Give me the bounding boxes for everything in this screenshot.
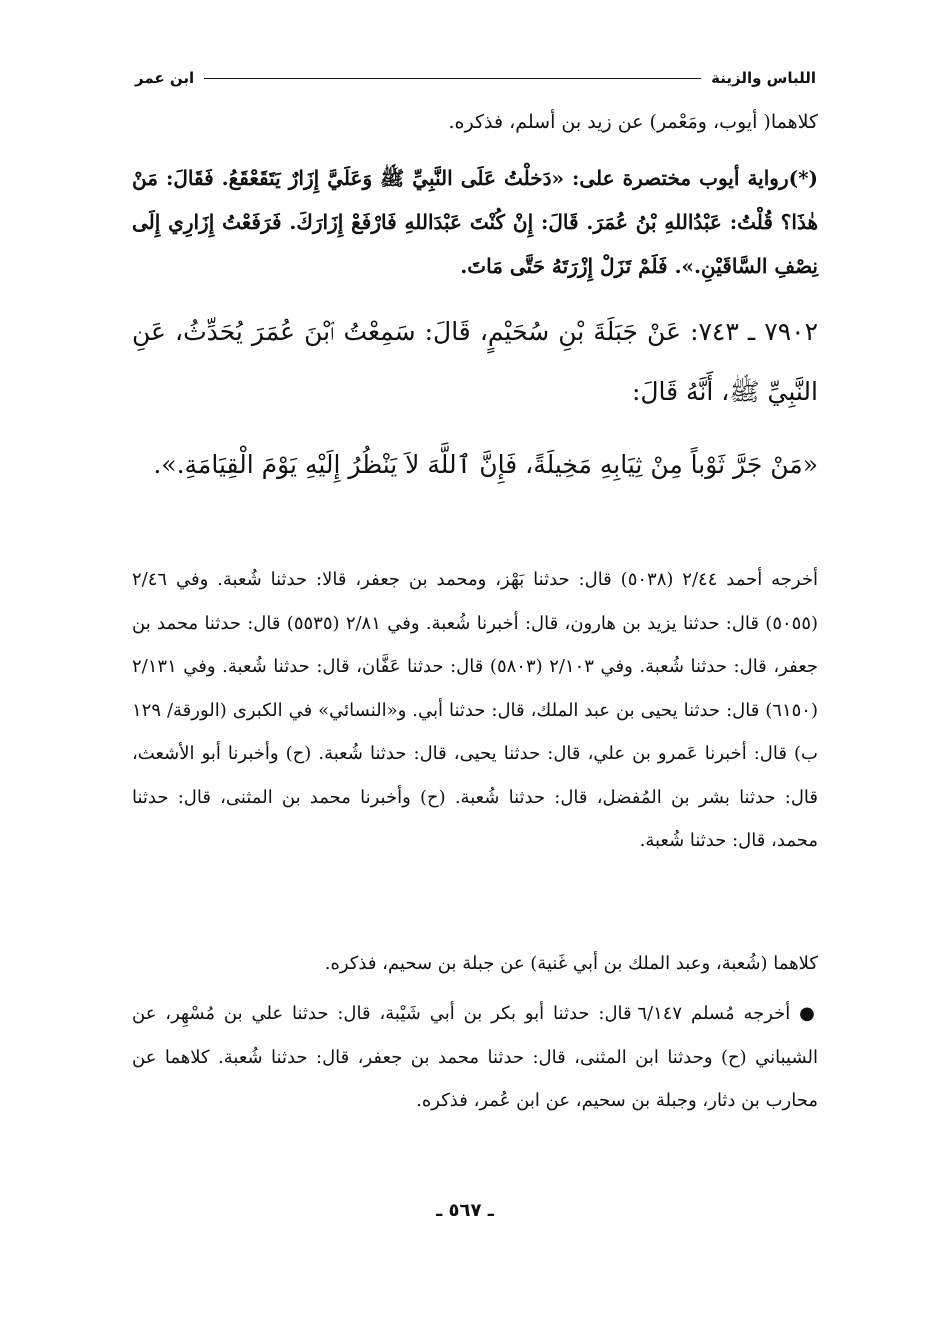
hadith-intro-block	[132, 302, 818, 422]
chapter-title: اللباس والزينة	[711, 69, 816, 87]
hadith-intro: ٧٩٠٢ ـ ٧٤٣: عَنْ جَبَلَةَ بْنِ سُحَيْمٍ، قَالَ: سَمِعْتُ ٱبْنَ عُمَرَ يُحَدِّثُ، عَنِ النَّبِيِّ ﷺ، أَنَّهُ قَالَ:	[132, 317, 818, 406]
intro-block	[132, 104, 818, 140]
both-line: كلاهما (شُعبة، وعبد الملك بن أبي غَنية) عن جبلة بن سحيم، فذكره.	[324, 953, 818, 974]
hadith-text: «مَنْ جَرَّ ثَوْباً مِنْ ثِيَابِهِ مَخِيلَةً، فَإِنَّ ٱللَّهَ لاَ يَنْظُرُ إِلَيْهِ يَوْمَ الْقِيَامَةِ.».	[153, 450, 818, 479]
bullet-icon: ●	[799, 1003, 818, 1024]
ayyub-note: (*)رواية أيوب مختصرة على: «دَخلْتُ عَلَى النَّبِيِّ ﷺ وَعَلَيَّ إِزَارٌ يَتَقَعْقَعُ. فَقَالَ: مَنْ هٰذَا؟ قُلْتُ: عَبْدُاللهِ بْنُ عُمَرَ. قَالَ: إِنْ كُنْتَ عَبْدَاللهِ فَارْفَعْ إِزَارَكَ. فَرَفَعْتُ إِزَارِي إِلَى نِصْفِ السَّاقَيْنِ.». فَلَمْ تَزَلْ إِزْرَتَهُ حَتَّى مَاتَ.	[132, 166, 818, 278]
page-number: ـ ٥٦٧ ـ	[436, 1200, 494, 1221]
muslim-block	[132, 992, 818, 1123]
takhrij-text: أخرجه أحمد ٢/٤٤ (٥٠٣٨) قال: حدثنا بَهْز، ومحمد بن جعفر، قالا: حدثنا شُعبة. وفي ٢/٤٦ (٥٠٥٥) قال: حدثنا يزيد بن هارون، قال: أخبرنا شُعبة. وفي ٢/٨١ (٥٥٣٥) قال: حدثنا محمد بن جعفر، قال: حدثنا شُعبة. وفي ٢/١٠٣ (٥٨٠٣) قال: حدثنا عَفَّان، قال: حدثنا شُعبة. وفي ٢/١٣١ (٦١٥٠) قال: حدثنا يحيى بن عبد الملك، قال: حدثنا أبي. و«النسائي» في الكبرى (الورقة/ ١٢٩ ب) قال: أخبرنا عَمرو بن علي، قال: حدثنا يحيى، قال: حدثنا شُعبة. (ح) وأخبرنا أبو الأشعث، قال: حدثنا بشر بن المُفضل، قال: حدثنا شُعبة. (ح) وأخبرنا محمد بن المثنى، قال: حدثنا محمد، قال: حدثنا شُعبة.	[132, 569, 819, 851]
muslim-takhrij: أخرجه مُسلم ٦/١٤٧ قال: حدثنا أبو بكر بن أبي شَيْبة، قال: حدثنا علي بن مُسْهِر، عن الشيباني (ح) وحدثنا ابن المثنى، قال: حدثنا محمد بن جعفر، قال: حدثنا شُعبة. كلاهما عن محارب بن دثار، وجبلة بن سحيم، عن ابن عُمر، فذكره.	[132, 1003, 818, 1111]
takhrij-block	[132, 558, 818, 863]
hadith-text-block	[132, 434, 818, 496]
both-line-block	[132, 946, 818, 982]
running-header	[135, 66, 816, 90]
header-rule	[204, 78, 701, 79]
intro-line: كلاهما( أيوب، ومَعْمر) عن زيد بن أسلم، فذكره.	[448, 111, 818, 133]
narrator-title: ابن عمر	[135, 69, 195, 87]
muslim-text	[132, 992, 818, 1123]
ayyub-note-block	[132, 156, 818, 288]
